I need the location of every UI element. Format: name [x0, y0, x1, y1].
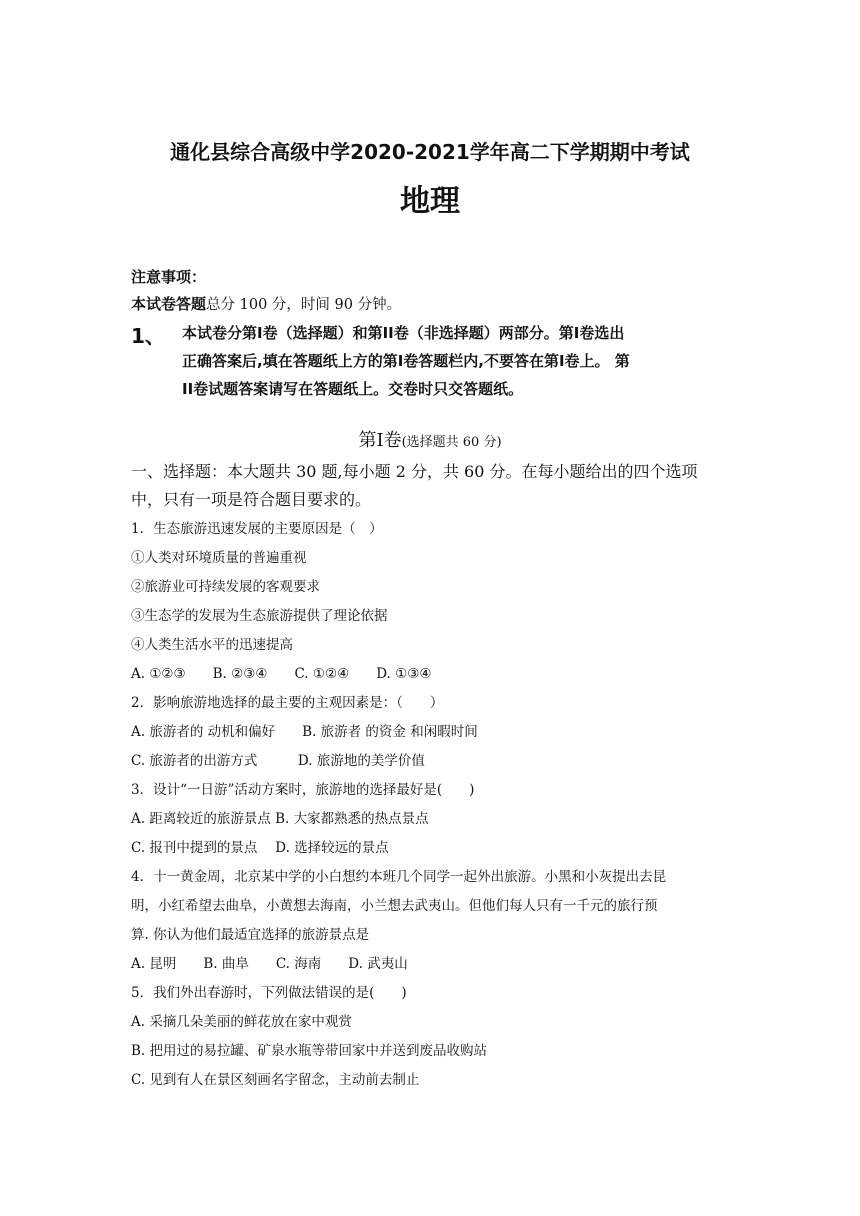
question-line: ④人类生活水平的迅速提高 — [131, 637, 293, 653]
question-line: 4．十一黄金周，北京某中学的小白想约本班几个同学一起外出旅游。小黑和小灰提出去昆 — [131, 869, 667, 885]
question-line: A. 采摘几朵美丽的鲜花放在家中观赏 — [131, 1014, 352, 1030]
question-line: C. 见到有人在景区刻画名字留念，主动前去制止 — [131, 1072, 420, 1088]
section-title-small: (选择题共 60 分) — [401, 435, 502, 450]
question-line: 明，小红希望去曲阜，小黄想去海南，小兰想去武夷山。但他们每人只有一千元的旅行预 — [131, 898, 658, 914]
question-line: 1．生态旅游迅速发展的主要原因是（ ） — [131, 521, 383, 537]
notice-item-number: 1、 — [131, 324, 165, 348]
section-title-main: 第Ⅰ卷 — [358, 430, 402, 451]
notice-item-line: 本试卷分第Ⅰ卷（选择题）和第ⅠⅠ卷（非选择题）两部分。第Ⅰ卷选出 — [182, 324, 625, 342]
question-line: 算. 你认为他们最适宜选择的旅游景点是 — [131, 927, 370, 943]
question-line: A. 昆明 B. 曲阜 C. 海南 D. 武夷山 — [131, 956, 408, 972]
section-title — [0, 426, 860, 452]
question-line: B. 把用过的易拉罐、矿泉水瓶等带回家中并送到废品收购站 — [131, 1043, 488, 1059]
question-line: C. 旅游者的出游方式 D. 旅游地的美学价值 — [131, 753, 425, 769]
question-line: ①人类对环境质量的普遍重视 — [131, 550, 307, 566]
question-line: A. 距离较近的旅游景点 B. 大家都熟悉的热点景点 — [131, 811, 429, 827]
notice-item-line: 正确答案后,填在答题纸上方的第Ⅰ卷答题栏内,不要答在第Ⅰ卷上。 第 — [182, 352, 630, 370]
question-line: 5．我们外出春游时，下列做法错误的是( ) — [131, 985, 407, 1001]
notice-label: 注意事项： — [131, 268, 207, 286]
section-intro-line: 中，只有一项是符合题目要求的。 — [131, 490, 372, 509]
section-intro-line: 一、选择题：本大题共 30 题,每小题 2 分，共 60 分。在每小题给出的四个选项 — [131, 462, 698, 481]
question-line: 2．影响旅游地选择的最主要的主观因素是：（ ） — [131, 695, 444, 711]
notice-line-bold: 本试卷答题 — [131, 295, 207, 313]
question-line: A. ①②③ B. ②③④ C. ①②④ D. ①③④ — [131, 666, 432, 682]
exam-title: 通化县综合高级中学2020-2021学年高二下学期期中考试 — [170, 140, 690, 164]
question-line: ③生态学的发展为生态旅游提供了理论依据 — [131, 608, 388, 624]
subject-title: 地理 — [400, 184, 460, 219]
question-line: 3．设计“一日游”活动方案时，旅游地的选择最好是( ) — [131, 782, 475, 798]
question-line: A. 旅游者的 动机和偏好 B. 旅游者 的资金 和闲暇时间 — [131, 724, 478, 740]
question-line: C. 报刊中提到的景点 D. 选择较远的景点 — [131, 840, 389, 856]
notice-line-rest: 总分 100 分，时间 90 分钟。 — [206, 297, 402, 313]
notice-item-line: ⅠⅠ卷试题答案请写在答题纸上。交卷时只交答题纸。 — [182, 380, 524, 398]
question-line: ②旅游业可持续发展的客观要求 — [131, 579, 320, 595]
notice-line — [131, 293, 401, 314]
